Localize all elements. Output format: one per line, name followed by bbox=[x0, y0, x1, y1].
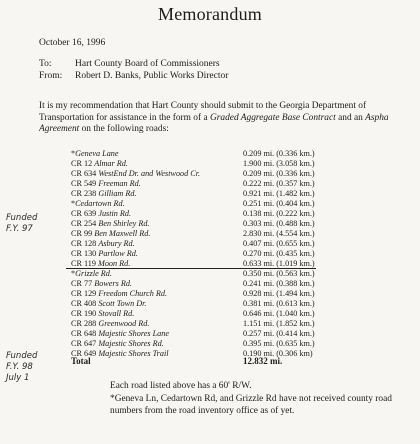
road-row bbox=[71, 229, 315, 239]
road-name bbox=[71, 259, 130, 268]
road-distance: 0.209 mi. (0.336 km.) bbox=[243, 149, 315, 158]
road-number: * bbox=[71, 199, 76, 208]
road-name bbox=[71, 219, 149, 228]
memo-date: October 16, 1996 bbox=[39, 38, 106, 48]
road-name-text: Ben Shirley Rd. bbox=[98, 219, 150, 228]
road-number: CR 549 bbox=[71, 179, 99, 188]
road-name bbox=[71, 319, 149, 328]
road-number: CR 254 bbox=[71, 219, 99, 228]
road-distance: 0.241 mi. (0.388 km.) bbox=[243, 279, 315, 288]
road-name bbox=[71, 179, 141, 188]
road-number: CR 639 bbox=[71, 209, 99, 218]
road-name-text: Freeman Rd. bbox=[98, 179, 141, 188]
road-distance: 1.151 mi. (1.852 km.) bbox=[243, 319, 315, 328]
road-number: CR 408 bbox=[71, 299, 99, 308]
road-name bbox=[71, 189, 137, 198]
intro-line-1: It is my recommendation that Hart County should submit to the Georgia Department of bbox=[39, 101, 367, 111]
road-distance: 1.900 mi. (3.058 km.) bbox=[243, 159, 315, 168]
road-name bbox=[71, 309, 134, 318]
road-name-text: Gilliam Rd. bbox=[98, 189, 137, 198]
road-name bbox=[71, 169, 200, 178]
road-name-text: Cedartown Rd. bbox=[75, 199, 125, 208]
road-row bbox=[71, 189, 315, 199]
road-name bbox=[71, 159, 128, 168]
intro-line-2 bbox=[39, 113, 420, 125]
intro-text-a: Transportation for assistance in the form of a bbox=[39, 112, 210, 123]
handwritten-line: F.Y. 98 bbox=[6, 362, 33, 372]
road-name bbox=[71, 269, 112, 278]
road-row bbox=[71, 279, 315, 289]
road-distance: 0.209 mi. (0.336 km.) bbox=[243, 169, 315, 178]
road-row bbox=[71, 329, 315, 339]
to-label: To: bbox=[39, 59, 52, 69]
road-row bbox=[71, 219, 315, 229]
road-number: CR 288 bbox=[71, 319, 99, 328]
road-row bbox=[71, 339, 315, 349]
total-label: Total bbox=[71, 356, 91, 366]
handwritten-funded-fy98 bbox=[6, 351, 37, 384]
road-distance: 0.257 mi. (0.414 km.) bbox=[243, 329, 315, 338]
road-name bbox=[71, 229, 150, 238]
road-name-text: Majestic Shores Rd. bbox=[98, 339, 164, 348]
funding-divider-line bbox=[66, 268, 316, 269]
road-name bbox=[71, 339, 164, 348]
road-name bbox=[71, 199, 125, 208]
road-row bbox=[71, 149, 315, 159]
road-number: CR 238 bbox=[71, 189, 99, 198]
road-number: CR 648 bbox=[71, 329, 99, 338]
intro-paragraph bbox=[39, 101, 420, 136]
road-row bbox=[71, 239, 315, 249]
road-name bbox=[71, 149, 119, 158]
road-name bbox=[71, 289, 167, 298]
total-value: 12.832 mi. bbox=[243, 356, 283, 366]
road-name-text: Greenwood Rd. bbox=[98, 319, 150, 328]
road-distance: 0.928 mi. (1.494 km.) bbox=[243, 289, 315, 298]
road-name-text: Majestic Shores Lane bbox=[98, 329, 169, 338]
road-distance: 0.633 mi. (1.019 km.) bbox=[243, 259, 315, 268]
road-name-text: Freedom Church Rd. bbox=[98, 289, 168, 298]
road-name-text: Scott Town Dr. bbox=[98, 299, 147, 308]
agreement-name-end: Agreement bbox=[39, 124, 80, 134]
road-distance: 0.350 mi. (0.563 km.) bbox=[243, 269, 315, 278]
handwritten-line: F.Y. 97 bbox=[6, 224, 33, 234]
road-row bbox=[71, 169, 315, 179]
road-number: CR 128 bbox=[71, 239, 99, 248]
road-number: CR 119 bbox=[71, 259, 98, 268]
road-name bbox=[71, 279, 132, 288]
road-number-note: *Geneva Ln, Cedartown Rd, and Grizzle Rd have not received county road numbers from the road inventory office as of yet. bbox=[110, 394, 392, 416]
road-number: * bbox=[71, 149, 76, 158]
road-name-text: Partlow Rd. bbox=[98, 249, 138, 258]
handwritten-funded-fy97 bbox=[6, 213, 37, 235]
road-number: CR 190 bbox=[71, 309, 99, 318]
road-name-text: Geneva Lane bbox=[75, 149, 119, 158]
intro-text-end: on the following roads: bbox=[79, 124, 169, 134]
road-distance: 0.270 mi. (0.435 km.) bbox=[243, 249, 315, 258]
road-name-text: Bowers Rd. bbox=[94, 279, 132, 288]
road-name bbox=[71, 249, 138, 258]
road-row bbox=[71, 199, 315, 209]
from-label: From: bbox=[39, 71, 63, 81]
road-row bbox=[71, 159, 315, 169]
intro-text-c: and an bbox=[335, 112, 366, 123]
road-name bbox=[71, 299, 146, 308]
road-distance: 0.222 mi. (0.357 km.) bbox=[243, 179, 315, 188]
from-line bbox=[39, 71, 228, 81]
road-distance: 0.646 mi. (1.040 km.) bbox=[243, 309, 315, 318]
road-name-text: Grizzle Rd. bbox=[75, 269, 112, 278]
handwritten-line: July 1 bbox=[6, 373, 30, 383]
handwritten-line: Funded bbox=[6, 351, 38, 361]
road-distance: 2.830 mi. (4.554 km.) bbox=[243, 229, 315, 238]
to-value: Hart County Board of Commissioners bbox=[75, 59, 220, 69]
road-number: * bbox=[71, 269, 76, 278]
road-distance: 0.138 mi. (0.222 km.) bbox=[243, 209, 315, 218]
road-number: CR 99 bbox=[71, 229, 95, 238]
handwritten-line: Funded bbox=[6, 213, 38, 223]
total-row bbox=[71, 356, 311, 368]
road-number: CR 647 bbox=[71, 339, 99, 348]
road-row bbox=[71, 309, 315, 319]
agreement-name-start: Aspha bbox=[365, 112, 389, 123]
road-name bbox=[71, 209, 131, 218]
road-name-text: Asbury Rd. bbox=[98, 239, 135, 248]
road-distance: 0.407 mi. (0.655 km.) bbox=[243, 239, 315, 248]
road-name bbox=[71, 329, 169, 338]
road-row bbox=[71, 289, 315, 299]
road-row bbox=[71, 209, 315, 219]
contract-name: Graded Aggregate Base Contract bbox=[209, 112, 336, 123]
road-name-text: Majestic Shores Trail bbox=[98, 349, 169, 358]
road-row bbox=[71, 299, 315, 309]
road-number: CR 649 bbox=[71, 349, 99, 358]
road-name-text: Stovall Rd. bbox=[98, 309, 135, 318]
road-row bbox=[71, 179, 315, 189]
from-value: Robert D. Banks, Public Works Director bbox=[75, 71, 229, 81]
road-distance: 0.251 mi. (0.404 km.) bbox=[243, 199, 315, 208]
road-number: CR 130 bbox=[71, 249, 99, 258]
road-name-text: WestEnd Dr. and Westwood Cr. bbox=[98, 169, 201, 178]
road-distance: 0.381 mi. (0.613 km.) bbox=[243, 299, 315, 308]
road-name-text: Moon Rd. bbox=[98, 259, 131, 268]
road-number: CR 129 bbox=[71, 289, 99, 298]
road-name-text: Justin Rd. bbox=[98, 209, 132, 218]
road-row bbox=[71, 249, 315, 259]
right-of-way-note: Each road listed above has a 60' R/W. bbox=[110, 381, 252, 391]
road-number: CR 634 bbox=[71, 169, 99, 178]
road-distance: 0.190 mi. (0.306 km) bbox=[243, 349, 313, 358]
intro-line-3 bbox=[39, 124, 420, 136]
road-name-text: Almar Rd. bbox=[94, 159, 128, 168]
memo-title: Memorandum bbox=[158, 4, 262, 24]
road-name bbox=[71, 239, 135, 248]
road-number: CR 77 bbox=[71, 279, 95, 288]
road-distance: 0.395 mi. (0.635 km.) bbox=[243, 339, 315, 348]
road-row bbox=[71, 319, 315, 329]
road-distance: 0.303 mi. (0.488 km.) bbox=[243, 219, 315, 228]
road-name-text: Ben Maxwell Rd. bbox=[94, 229, 151, 238]
road-number: CR 12 bbox=[71, 159, 95, 168]
to-line bbox=[39, 59, 220, 69]
road-distance: 0.921 mi. (1.482 km.) bbox=[243, 189, 315, 198]
road-row bbox=[71, 269, 315, 279]
